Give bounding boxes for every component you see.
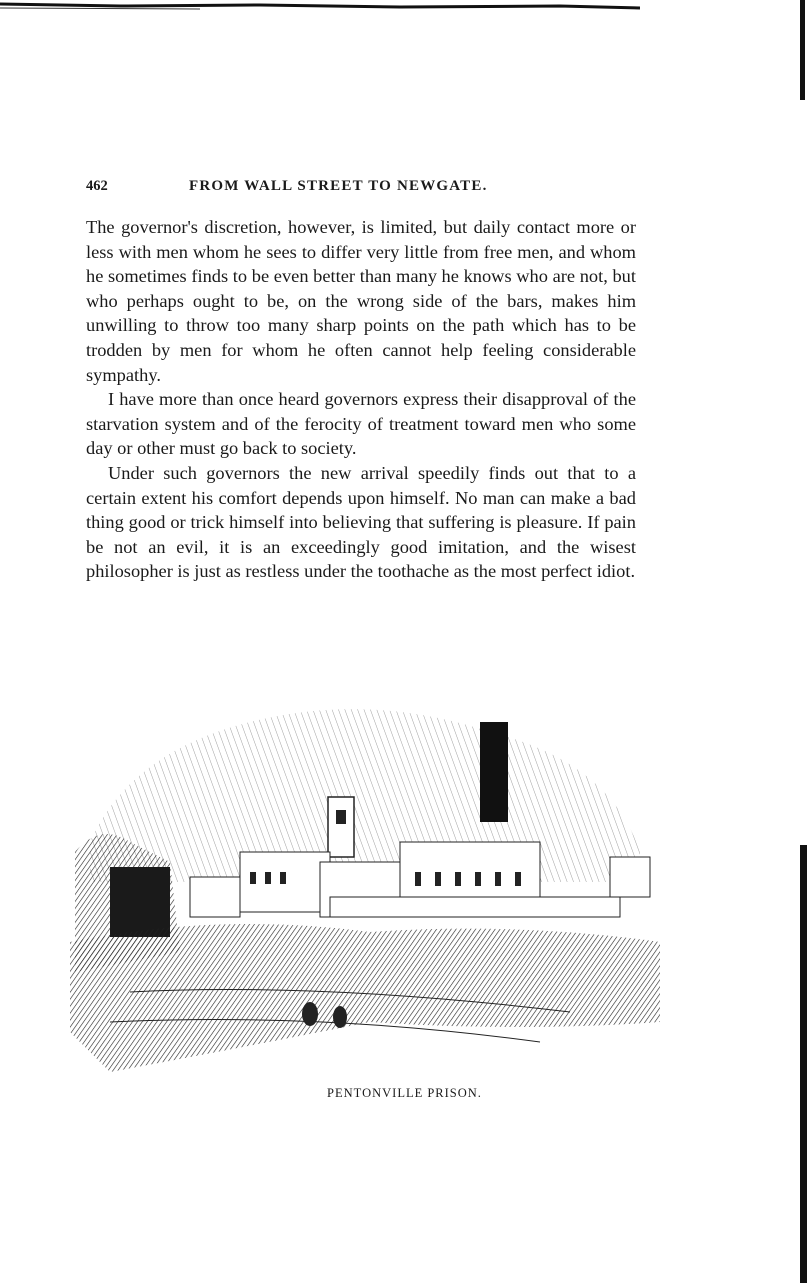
scan-edge-bottom	[800, 845, 807, 1283]
paragraph: I have more than once heard governors express their disapproval of the starvation system and of the ferocity of treatment toward men who some day or other must go back to society.	[86, 389, 636, 459]
body-text	[86, 215, 636, 584]
paragraph: The governor's discretion, however, is limited, but daily contact more or less with men whom he sees to differ very little from free men, and whom he sometimes finds to be even better than many he knows who are not, but who perhaps ought to be, on the wrong side of the bars, makes him unwilling to throw too many sharp points on the path which has to be trodden by men for whom he often cannot help feeling considerable sympathy.	[86, 217, 636, 385]
running-title: FROM WALL STREET TO NEWGATE.	[189, 178, 488, 194]
page-number: 462	[86, 178, 108, 194]
top-rule	[0, 0, 640, 12]
scan-edge-top	[800, 0, 805, 100]
prison-engraving	[70, 692, 660, 1082]
figure-caption: PENTONVILLE PRISON.	[327, 1086, 482, 1100]
page-header	[86, 178, 636, 198]
paragraph: Under such governors the new arrival speedily finds out that to a certain extent his comfort depends upon himself. No man can make a bad thing good or trick himself into believing that suffering is pleasure. If pain be not an evil, it is an exceedingly good imitation, and the wisest philosopher is just as restless under the toothache as the most perfect idiot.	[86, 462, 636, 582]
